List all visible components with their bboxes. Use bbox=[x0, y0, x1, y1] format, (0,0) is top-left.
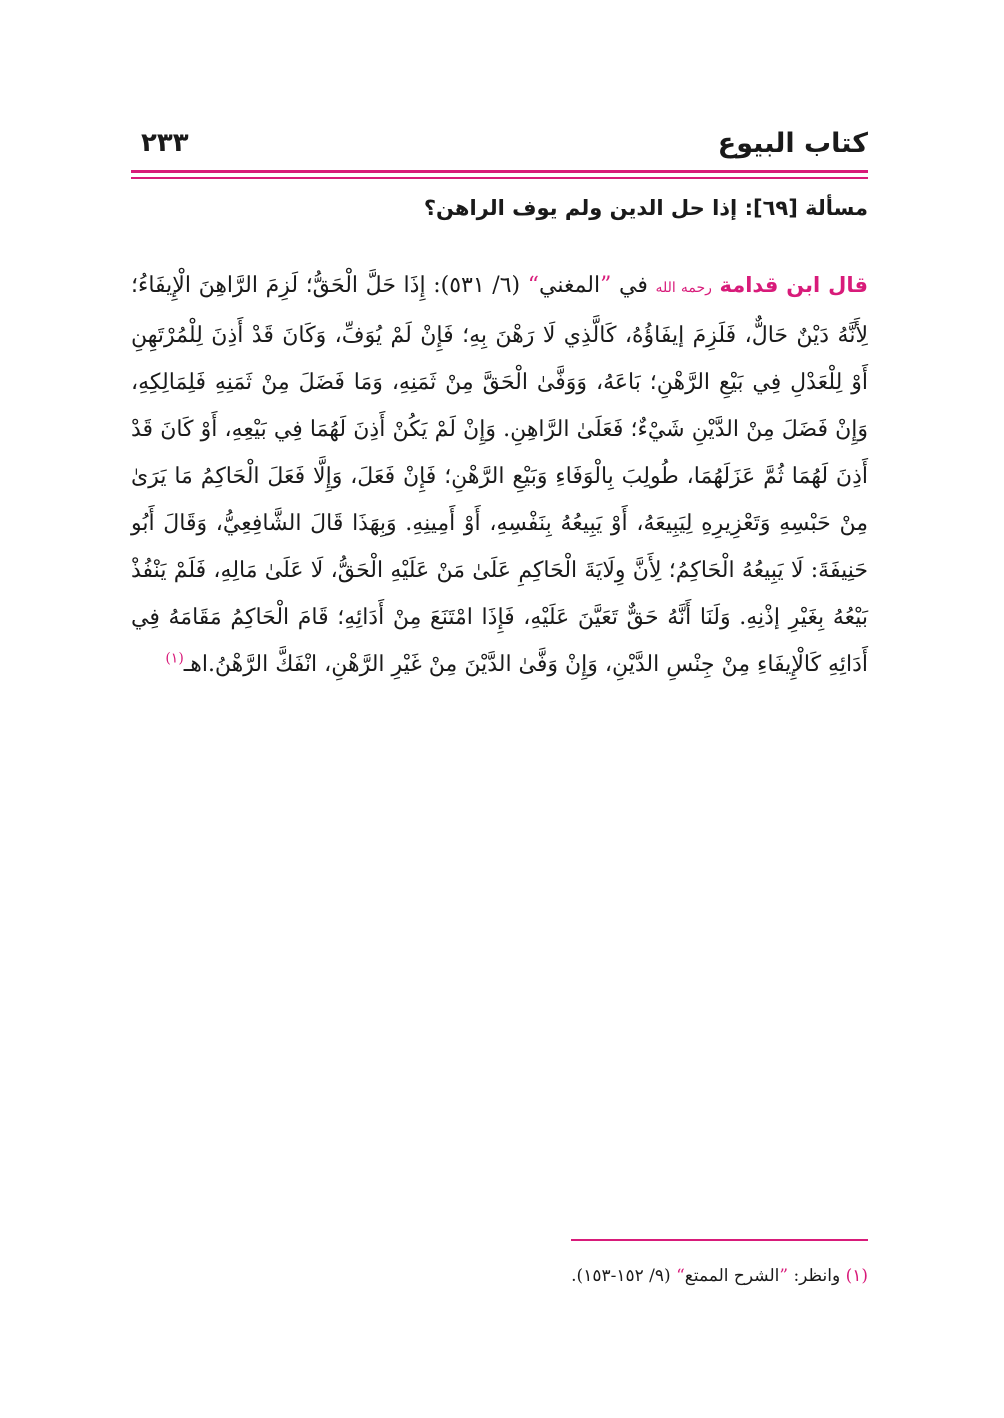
footnote-number: (١) bbox=[845, 1266, 868, 1286]
footnote bbox=[131, 1266, 868, 1286]
source-title: المغني bbox=[539, 273, 601, 298]
footnote-open-mark: ” bbox=[779, 1266, 789, 1286]
page-header bbox=[131, 128, 868, 168]
quote-paragraph bbox=[131, 262, 868, 688]
quote-intro: في bbox=[611, 273, 656, 298]
source-close-mark: “ bbox=[527, 273, 539, 298]
honorific: رحمه الله bbox=[655, 280, 712, 296]
footnote-citation: (٩/ ١٥٢-١٥٣). bbox=[571, 1266, 677, 1286]
header-rule-thin bbox=[131, 177, 868, 179]
page-number: ٢٣٣ bbox=[141, 128, 189, 158]
footnote-close-mark: “ bbox=[676, 1266, 685, 1286]
footnote-marker[interactable]: (١) bbox=[165, 650, 184, 667]
book-title: كتاب البيوع bbox=[717, 128, 868, 159]
quote-author: قال ابن قدامة bbox=[719, 273, 869, 297]
quote-text: إِذَا حَلَّ الْحَقُّ؛ لَزِمَ الرَّاهِنَ الْإِيفَاءُ؛ لِأَنَّهُ دَيْنٌ حَالٌّ، فَلَزِمَ إيفَاؤُهُ، كَالَّذِي لَا رَهْنَ بِهِ؛ فَإِنْ لَمْ يُوَفِّ، وَكَانَ قَدْ أَذِنَ لِلْمُرْتَهِنِ أَوْ لِلْعَدْلِ فِي بَيْعِ الرَّهْنِ؛ بَاعَهُ، وَوَفَّىٰ الْحَقَّ مِنْ ثَمَنِهِ، وَمَا فَضَلَ مِنْ ثَمَنِهِ فَلِمَالِكِهِ، وَإِنْ فَضَلَ مِنْ الدَّيْنِ شَيْءٌ؛ فَعَلَىٰ الرَّاهِنِ. وَإِنْ لَمْ يَكُنْ أَذِنَ لَهُمَا فِي بَيْعِهِ، أَوْ كَانَ قَدْ أَذِنَ لَهُمَا ثُمَّ عَزَلَهُمَا، طُولِبَ بِالْوَفَاءِ وَبَيْعِ الرَّهْنِ؛ فَإِنْ فَعَلَ، وَإِلَّا فَعَلَ الْحَاكِمُ مَا يَرَىٰ مِنْ حَبْسِهِ وَتَعْزِيرِهِ لِيَبِيعَهُ، أَوْ يَبِيعُهُ بِنَفْسِهِ، أَوْ أَمِينِهِ. وَبِهَذَا قَالَ الشَّافِعِيُّ، وَقَالَ أَبُو حَنِيفَةَ: لَا يَبِيعُهُ الْحَاكِمُ؛ لِأَنَّ وِلَايَةَ الْحَاكِمِ عَلَىٰ مَنْ عَلَيْهِ الْحَقُّ، لَا عَلَىٰ مَالِهِ، فَلَمْ يَنْفُذْ بَيْعُهُ بِغَيْرِ إذْنِهِ. وَلَنَا أَنَّهُ حَقٌّ تَعَيَّنَ عَلَيْهِ، فَإِذَا امْتَنَعَ مِنْ أَدَائِهِ؛ قَامَ الْحَاكِمُ مَقَامَهُ فِي أَدَائِهِ كَالْإِيفَاءِ مِنْ جِنْسِ الدَّيْنِ، وَإِنْ وَفَّىٰ الدَّيْنَ مِنْ غَيْرِ الرَّهْنِ، انْفَكَّ الرَّهْنُ.اهـ bbox=[131, 273, 868, 677]
source-citation: (٦/ ٥٣١): bbox=[425, 273, 528, 298]
footnote-source: الشرح الممتع bbox=[684, 1266, 780, 1286]
source-open-mark: ” bbox=[600, 273, 612, 298]
footnote-rule bbox=[571, 1239, 868, 1241]
issue-heading: مسألة [٦٩]: إذا حل الدين ولم يوف الراهن؟ bbox=[423, 196, 868, 220]
header-rule-thick bbox=[131, 170, 868, 173]
footnote-text-before: وانظر: bbox=[788, 1266, 846, 1286]
